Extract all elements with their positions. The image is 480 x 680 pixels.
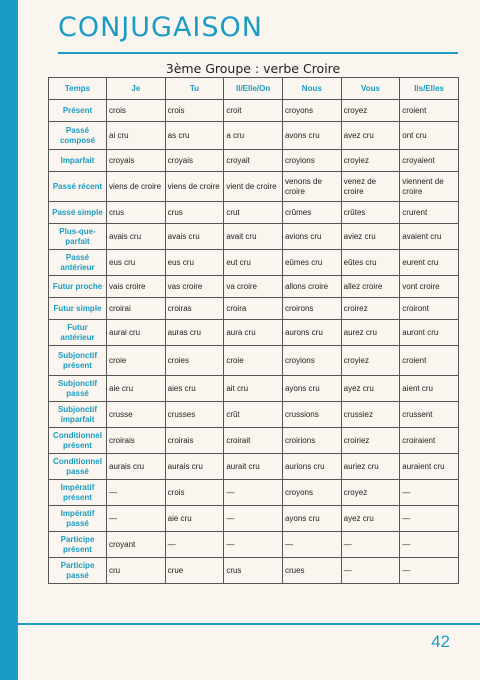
conjugation-cell: viennent de croire xyxy=(400,172,459,202)
header-je: Je xyxy=(107,78,166,100)
conjugation-cell: eus cru xyxy=(165,250,224,276)
table-row xyxy=(49,376,459,402)
conjugation-cell: crus xyxy=(107,202,166,224)
table-row xyxy=(49,454,459,480)
conjugation-cell: crût xyxy=(224,402,283,428)
header-nous: Nous xyxy=(282,78,341,100)
conjugation-cell: ai cru xyxy=(107,122,166,150)
tense-label: Passé récent xyxy=(49,172,107,202)
table-row xyxy=(49,506,459,532)
conjugation-cell: aient cru xyxy=(400,376,459,402)
conjugation-cell: avait cru xyxy=(224,224,283,250)
table-header-row xyxy=(49,78,459,100)
conjugation-cell: — xyxy=(400,558,459,584)
conjugation-cell: allez croire xyxy=(341,276,400,298)
conjugation-cell: ayons cru xyxy=(282,376,341,402)
conjugation-cell: croiriez xyxy=(341,428,400,454)
table-row xyxy=(49,298,459,320)
tense-label: Subjonctif passé xyxy=(49,376,107,402)
tense-label: Passé simple xyxy=(49,202,107,224)
conjugation-cell: avaient cru xyxy=(400,224,459,250)
conjugation-cell: aie cru xyxy=(165,506,224,532)
conjugation-cell: croient xyxy=(400,346,459,376)
conjugation-cell: — xyxy=(400,506,459,532)
conjugation-cell: croyez xyxy=(341,100,400,122)
tense-label: Participe présent xyxy=(49,532,107,558)
conjugation-cell: ayez cru xyxy=(341,376,400,402)
conjugation-cell: ayons cru xyxy=(282,506,341,532)
conjugation-cell: croient xyxy=(400,100,459,122)
conjugation-cell: cru xyxy=(107,558,166,584)
table-row xyxy=(49,202,459,224)
conjugation-cell: — xyxy=(282,532,341,558)
conjugation-cell: avez cru xyxy=(341,122,400,150)
conjugation-cell: croirions xyxy=(282,428,341,454)
conjugation-cell: croie xyxy=(107,346,166,376)
conjugation-cell: croit xyxy=(224,100,283,122)
conjugation-cell: aura cru xyxy=(224,320,283,346)
conjugation-cell: aies cru xyxy=(165,376,224,402)
conjugation-cell: — xyxy=(107,506,166,532)
header-temps: Temps xyxy=(49,78,107,100)
conjugation-cell: croyez xyxy=(341,480,400,506)
conjugation-cell: crus xyxy=(224,558,283,584)
conjugation-cell: croyaient xyxy=(400,150,459,172)
conjugation-cell: aurez cru xyxy=(341,320,400,346)
conjugation-cell: crue xyxy=(165,558,224,584)
conjugation-cell: croyions xyxy=(282,346,341,376)
conjugation-cell: ait cru xyxy=(224,376,283,402)
conjugation-cell: croirons xyxy=(282,298,341,320)
conjugation-cell: crussent xyxy=(400,402,459,428)
table-row xyxy=(49,532,459,558)
table-row xyxy=(49,150,459,172)
table-row xyxy=(49,480,459,506)
conjugation-cell: vient de croire xyxy=(224,172,283,202)
conjugation-cell: viens de croire xyxy=(107,172,166,202)
page-number: 42 xyxy=(431,632,450,651)
tense-label: Futur proche xyxy=(49,276,107,298)
conjugation-cell: auraient cru xyxy=(400,454,459,480)
conjugation-cell: croyons xyxy=(282,100,341,122)
tense-label: Futur antérieur xyxy=(49,320,107,346)
conjugation-cell: croyais xyxy=(165,150,224,172)
conjugation-cell: croiront xyxy=(400,298,459,320)
conjugation-cell: crussions xyxy=(282,402,341,428)
conjugation-cell: crûmes xyxy=(282,202,341,224)
conjugation-cell: eut cru xyxy=(224,250,283,276)
conjugation-cell: croiras xyxy=(165,298,224,320)
conjugation-cell: avons cru xyxy=(282,122,341,150)
header-il-elle-on: Il/Elle/On xyxy=(224,78,283,100)
table-row xyxy=(49,558,459,584)
tense-label: Conditionnel passé xyxy=(49,454,107,480)
page-title: CONJUGAISON xyxy=(58,12,263,43)
conjugation-cell: aie cru xyxy=(107,376,166,402)
table-row xyxy=(49,320,459,346)
conjugation-cell: croyant xyxy=(107,532,166,558)
tense-label: Impératif passé xyxy=(49,506,107,532)
conjugation-cell: croyions xyxy=(282,150,341,172)
conjugation-cell: aviez cru xyxy=(341,224,400,250)
conjugation-cell: crut xyxy=(224,202,283,224)
table-row xyxy=(49,276,459,298)
conjugation-cell: — xyxy=(400,532,459,558)
conjugation-cell: a cru xyxy=(224,122,283,150)
conjugation-cell: crurent xyxy=(400,202,459,224)
conjugation-cell: croira xyxy=(224,298,283,320)
conjugation-cell: crois xyxy=(165,100,224,122)
header-vous: Vous xyxy=(341,78,400,100)
title-underline xyxy=(58,52,458,54)
conjugation-cell: croirait xyxy=(224,428,283,454)
conjugation-cell: eurent cru xyxy=(400,250,459,276)
table-row xyxy=(49,100,459,122)
conjugation-cell: — xyxy=(224,506,283,532)
conjugation-cell: crois xyxy=(107,100,166,122)
conjugation-cell: avais cru xyxy=(107,224,166,250)
conjugation-cell: avais cru xyxy=(165,224,224,250)
conjugation-cell: vais croire xyxy=(107,276,166,298)
conjugation-cell: croyiez xyxy=(341,150,400,172)
conjugation-cell: croyons xyxy=(282,480,341,506)
tense-label: Conditionnel présent xyxy=(49,428,107,454)
conjugation-cell: — xyxy=(341,558,400,584)
conjugation-cell: crûtes xyxy=(341,202,400,224)
conjugation-cell: — xyxy=(400,480,459,506)
conjugation-cell: ayez cru xyxy=(341,506,400,532)
conjugation-cell: crues xyxy=(282,558,341,584)
conjugation-cell: croyais xyxy=(107,150,166,172)
table-row xyxy=(49,428,459,454)
conjugation-cell: aurait cru xyxy=(224,454,283,480)
header-ils-elles: Ils/Elles xyxy=(400,78,459,100)
conjugation-table xyxy=(48,77,459,584)
conjugation-cell: ont cru xyxy=(400,122,459,150)
tense-label: Participe passé xyxy=(49,558,107,584)
conjugation-cell: as cru xyxy=(165,122,224,150)
conjugation-cell: avions cru xyxy=(282,224,341,250)
table-row xyxy=(49,402,459,428)
tense-label: Subjonctif présent xyxy=(49,346,107,376)
conjugation-cell: crus xyxy=(165,202,224,224)
table-row xyxy=(49,172,459,202)
conjugation-cell: vas croire xyxy=(165,276,224,298)
conjugation-cell: croirais xyxy=(107,428,166,454)
conjugation-cell: va croire xyxy=(224,276,283,298)
conjugation-cell: aurions cru xyxy=(282,454,341,480)
conjugation-cell: auront cru xyxy=(400,320,459,346)
conjugation-cell: vont croire xyxy=(400,276,459,298)
conjugation-cell: — xyxy=(107,480,166,506)
conjugation-cell: croyait xyxy=(224,150,283,172)
conjugation-cell: crois xyxy=(165,480,224,506)
conjugation-cell: — xyxy=(224,480,283,506)
conjugation-cell: auras cru xyxy=(165,320,224,346)
conjugation-cell: croyiez xyxy=(341,346,400,376)
conjugation-cell: aurai cru xyxy=(107,320,166,346)
conjugation-cell: auriez cru xyxy=(341,454,400,480)
tense-label: Présent xyxy=(49,100,107,122)
conjugation-cell: croirai xyxy=(107,298,166,320)
tense-label: Passé composé xyxy=(49,122,107,150)
table-row xyxy=(49,224,459,250)
conjugation-cell: viens de croire xyxy=(165,172,224,202)
conjugation-cell: crussiez xyxy=(341,402,400,428)
side-accent-bar xyxy=(0,0,18,680)
tense-label: Plus-que-parfait xyxy=(49,224,107,250)
conjugation-cell: crusse xyxy=(107,402,166,428)
conjugation-cell: eûtes cru xyxy=(341,250,400,276)
table-row xyxy=(49,122,459,150)
tense-label: Passé antérieur xyxy=(49,250,107,276)
conjugation-cell: crusses xyxy=(165,402,224,428)
tense-label: Subjonctif imparfait xyxy=(49,402,107,428)
conjugation-cell: eûmes cru xyxy=(282,250,341,276)
conjugation-cell: venez de croire xyxy=(341,172,400,202)
conjugation-cell: — xyxy=(341,532,400,558)
footer-rule xyxy=(18,623,480,625)
conjugation-cell: eus cru xyxy=(107,250,166,276)
table-subtitle: 3ème Groupe : verbe Croire xyxy=(165,61,341,76)
tense-label: Imparfait xyxy=(49,150,107,172)
conjugation-cell: croirez xyxy=(341,298,400,320)
conjugation-cell: croie xyxy=(224,346,283,376)
table-row xyxy=(49,346,459,376)
conjugation-cell: venons de croire xyxy=(282,172,341,202)
conjugation-cell: aurons cru xyxy=(282,320,341,346)
tense-label: Futur simple xyxy=(49,298,107,320)
table-row xyxy=(49,250,459,276)
header-tu: Tu xyxy=(165,78,224,100)
conjugation-cell: croiraient xyxy=(400,428,459,454)
tense-label: Impératif présent xyxy=(49,480,107,506)
conjugation-cell: aurais cru xyxy=(165,454,224,480)
conjugation-cell: aurais cru xyxy=(107,454,166,480)
conjugation-cell: allons croire xyxy=(282,276,341,298)
conjugation-cell: croirais xyxy=(165,428,224,454)
conjugation-cell: — xyxy=(224,532,283,558)
conjugation-cell: — xyxy=(165,532,224,558)
conjugation-cell: croies xyxy=(165,346,224,376)
